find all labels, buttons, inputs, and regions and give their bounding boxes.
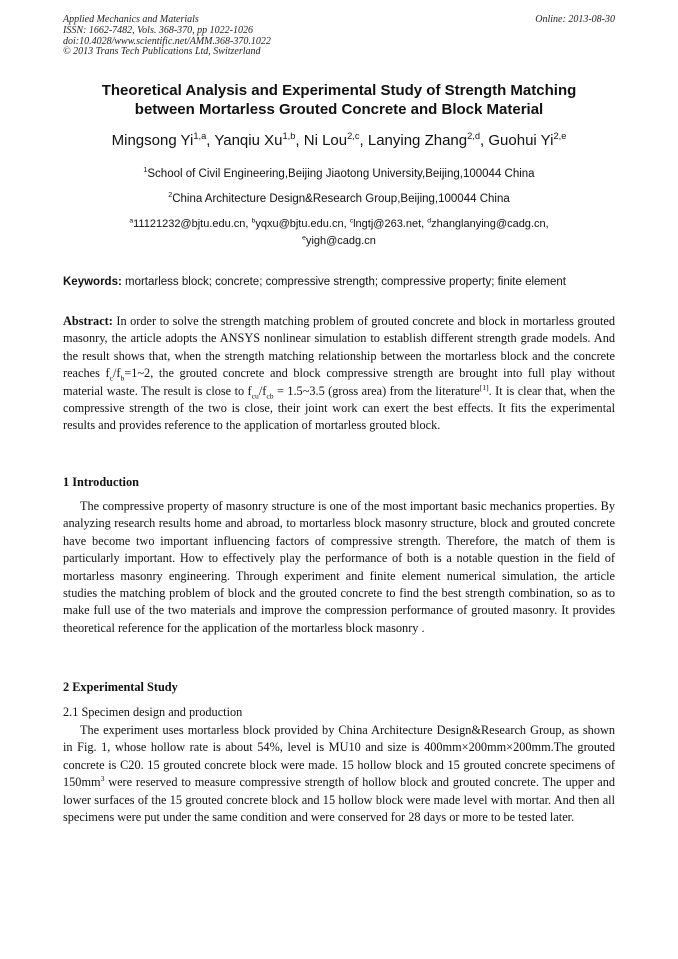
introduction-text: The compressive property of masonry structure is one of the most important basic mechanics properties. By analyzing research results home and abroad, to mortarless block masonry structure, block and grouted concrete have become two important influencing factors of compressive strength. Therefore, the match of them is particularly important. How to effectively play the performance of both is a notable question in the field of mortarless masonry engineering. Through experiment and finite element numerical simulation, the article studies the matching problem of block and the grouted concrete to find the best strength combination, so as to make full use of the two materials and improve the compression performance of grouted masonry. It provides theoretical reference for the application of the mortarless block masonry . xyxy=(63,499,615,635)
title-line-2: between Mortarless Grouted Concrete and Block Material xyxy=(134,101,544,118)
author: Ni Lou$^{2,c}$, xyxy=(303,131,368,149)
email-list: $^a$11121232@bjtu.edu.cn, $^b$yqxu@bjtu.edu.cn, $^c$lngtj@263.net, $^d$zhanglanying@cadg.cn, $^e$yigh@cadg.cn xyxy=(129,217,549,247)
email[interactable]: $^b$yqxu@bjtu.edu.cn xyxy=(251,217,344,230)
email[interactable]: $^d$zhanglanying@cadg.cn xyxy=(427,217,546,230)
keywords xyxy=(63,275,615,289)
journal-name: Applied Mechanics and Materials xyxy=(63,14,199,25)
abstract: Abstract: In order to solve the strength matching problem of grouted concrete and block in mortarless grouted masonry, the article adopts the ANSYS nonlinear simulation to establish different strength grade models. And the result shows that, when the strength matching relationship between the mortarless block and the concrete reaches $f_c/f_b=1\sim 2$, the grouted concrete and block compressive strength are brought into full play without material waste. The result is close to $f_{cu}/f_{cb}$ = 1.5~3.5 (gross area) from the literature[1]. It is clear that, when the compressive strength of the two is close, their joint work can exert the best effects. It fits the experimental results and provides reference to the application of mortarless grouted block. xyxy=(63,314,616,433)
author: Lanying Zhang$^{2,d}$, xyxy=(367,131,489,149)
paper-title xyxy=(40,81,638,119)
author: Yanqiu Xu$^{1,b}$, xyxy=(214,131,304,149)
keywords-label: Keywords: xyxy=(63,276,122,288)
experimental-text: The experiment uses mortarless block provided by China Architecture Design&Research Group, as shown in Fig. 1, whose hollow rate is about 54%, level is MU10 and size is 400mm×200mm×200mm.The grouted concrete is C20. 15 grouted concrete block were made. 15 hollow block and 15 grouted concrete specimens of $150mm^3$ were reserved to measure compressive strength of hollow block and grouted concrete. The upper and lower surfaces of the 15 grouted concrete block and 15 hollow block were made level with mortar. And then all specimens were put under the same condition and were conserved for 28 days or more to be tested later. xyxy=(63,723,615,825)
email[interactable]: $^e$yigh@cadg.cn xyxy=(302,234,376,247)
author: Guohui Yi$^{2,e}$ xyxy=(488,131,567,149)
affiliation-1: $^1$School of Civil Engineering,Beijing Jiaotong University,Beijing,100044 China xyxy=(143,166,535,180)
online-date: Online: 2013-08-30 xyxy=(535,14,615,25)
keywords-text: mortarless block; concrete; compressive strength; compressive property; finite element xyxy=(121,276,567,288)
section-heading-introduction: 1 Introduction xyxy=(63,475,139,489)
email[interactable]: $^c$lngtj@263.net xyxy=(349,217,422,230)
copyright-line: © 2013 Trans Tech Publications Ltd, Switzerland xyxy=(63,46,261,58)
issn-line: ISSN: 1662-7482, Vols. 368-370, pp 1022-1026 xyxy=(63,24,253,36)
citation-ref[interactable]: [1] xyxy=(479,382,489,392)
doi-line: doi:10.4028/www.scientific.net/AMM.368-370.1022 xyxy=(63,35,271,47)
title-line-1: Theoretical Analysis and Experimental Study of Strength Matching xyxy=(101,82,577,99)
subsection-heading: 2.1 Specimen design and production xyxy=(63,705,243,719)
author: Mingsong Yi$^{1,a}$, xyxy=(111,131,215,149)
section-heading-experimental: 2 Experimental Study xyxy=(63,680,178,694)
author-list xyxy=(40,131,638,151)
affiliation-2: $^2$China Architecture Design&Research Group,Beijing,100044 China xyxy=(168,191,510,205)
abstract-label: Abstract: xyxy=(63,314,113,328)
journal-header xyxy=(63,15,615,58)
email[interactable]: $^a$11121232@bjtu.edu.cn xyxy=(129,217,246,230)
